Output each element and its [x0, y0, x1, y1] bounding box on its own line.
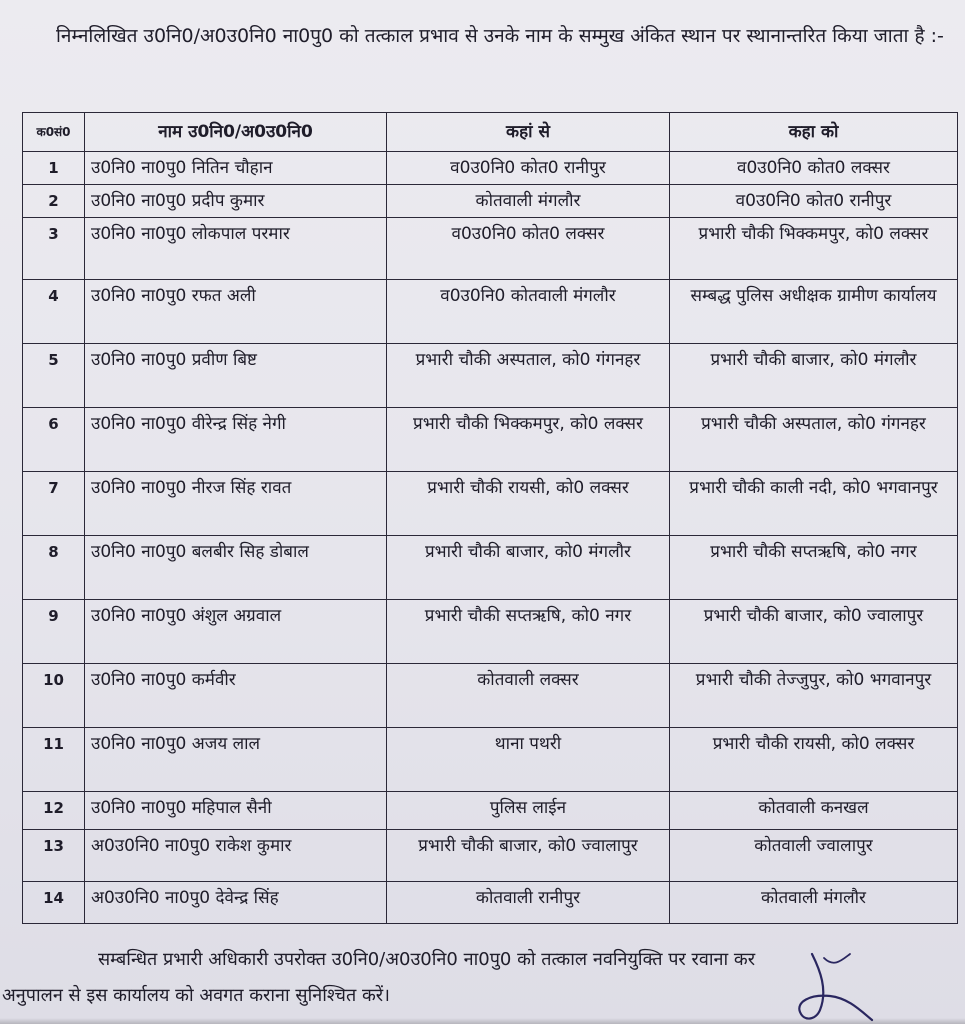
row-from: प्रभारी चौकी सप्तऋषि, को0 नगर — [387, 600, 670, 664]
row-sno: 7 — [23, 472, 85, 536]
row-name: अ0उ0नि0 ना0पु0 राकेश कुमार — [85, 830, 387, 882]
row-name: उ0नि0 ना0पु0 नीरज सिंह रावत — [85, 472, 387, 536]
intro-paragraph: निम्नलिखित उ0नि0/अ0उ0नि0 ना0पु0 को तत्काल प्रभाव से उनके नाम के सम्मुख अंकित स्थान पर स्थानान्तरित किया जाता है :- — [56, 25, 944, 47]
row-to: प्रभारी चौकी रायसी, को0 लक्सर — [670, 728, 958, 792]
table-row — [23, 830, 958, 882]
row-name: उ0नि0 ना0पु0 प्रदीप कुमार — [85, 185, 387, 218]
row-to: प्रभारी चौकी भिक्कमपुर, को0 लक्सर — [670, 218, 958, 280]
row-to: व0उ0नि0 कोत0 रानीपुर — [670, 185, 958, 218]
row-from: प्रभारी चौकी बाजार, को0 ज्वालापुर — [387, 830, 670, 882]
row-sno: 2 — [23, 185, 85, 218]
table-row — [23, 408, 958, 472]
row-from: व0उ0नि0 कोत0 रानीपुर — [387, 152, 670, 185]
row-sno: 10 — [23, 664, 85, 728]
row-to: कोतवाली मंगलौर — [670, 882, 958, 924]
row-sno: 1 — [23, 152, 85, 185]
row-to: सम्बद्ध पुलिस अधीक्षक ग्रामीण कार्यालय — [670, 280, 958, 344]
row-from: कोतवाली लक्सर — [387, 664, 670, 728]
table-row — [23, 185, 958, 218]
row-name: उ0नि0 ना0पु0 लोकपाल परमार — [85, 218, 387, 280]
row-sno: 12 — [23, 792, 85, 830]
row-from: कोतवाली मंगलौर — [387, 185, 670, 218]
row-from: कोतवाली रानीपुर — [387, 882, 670, 924]
header-name: नाम उ0नि0/अ0उ0नि0 — [85, 113, 387, 152]
row-from: व0उ0नि0 कोतवाली मंगलौर — [387, 280, 670, 344]
row-name: उ0नि0 ना0पु0 अंशुल अग्रवाल — [85, 600, 387, 664]
row-to: प्रभारी चौकी बाजार, को0 मंगलौर — [670, 344, 958, 408]
row-sno: 4 — [23, 280, 85, 344]
row-to: प्रभारी चौकी सप्तऋषि, को0 नगर — [670, 536, 958, 600]
row-from: व0उ0नि0 कोत0 लक्सर — [387, 218, 670, 280]
row-to: प्रभारी चौकी बाजार, को0 ज्वालापुर — [670, 600, 958, 664]
row-to: कोतवाली ज्वालापुर — [670, 830, 958, 882]
row-name: उ0नि0 ना0पु0 महिपाल सैनी — [85, 792, 387, 830]
row-from: प्रभारी चौकी अस्पताल, को0 गंगनहर — [387, 344, 670, 408]
page-bottom-shadow — [0, 1018, 965, 1024]
table-row — [23, 152, 958, 185]
header-sno: क0सं0 — [23, 113, 85, 152]
row-sno: 3 — [23, 218, 85, 280]
closing-line-1: सम्बन्धित प्रभारी अधिकारी उपरोक्त उ0नि0/अ0उ0नि0 ना0पु0 को तत्काल नवनियुक्ति पर रवाना कर — [98, 949, 756, 970]
row-sno: 6 — [23, 408, 85, 472]
row-name: उ0नि0 ना0पु0 बलबीर सिह डोबाल — [85, 536, 387, 600]
row-name: उ0नि0 ना0पु0 कर्मवीर — [85, 664, 387, 728]
table-row — [23, 472, 958, 536]
row-to: कोतवाली कनखल — [670, 792, 958, 830]
table-header-row — [23, 113, 958, 152]
row-name: उ0नि0 ना0पु0 प्रवीण बिष्ट — [85, 344, 387, 408]
row-name: उ0नि0 ना0पु0 नितिन चौहान — [85, 152, 387, 185]
row-from: थाना पथरी — [387, 728, 670, 792]
row-sno: 14 — [23, 882, 85, 924]
table-row — [23, 280, 958, 344]
row-name: अ0उ0नि0 ना0पु0 देवेन्द्र सिंह — [85, 882, 387, 924]
table-row — [23, 792, 958, 830]
signature-mark — [790, 950, 880, 1024]
row-sno: 8 — [23, 536, 85, 600]
header-from: कहां से — [387, 113, 670, 152]
transfer-table — [22, 112, 958, 924]
row-to: प्रभारी चौकी तेज्जुपुर, को0 भगवानपुर — [670, 664, 958, 728]
row-sno: 9 — [23, 600, 85, 664]
row-to: प्रभारी चौकी अस्पताल, को0 गंगनहर — [670, 408, 958, 472]
row-from: प्रभारी चौकी भिक्कमपुर, को0 लक्सर — [387, 408, 670, 472]
table-row — [23, 218, 958, 280]
table-row — [23, 882, 958, 924]
table-row — [23, 664, 958, 728]
row-from: पुलिस लाईन — [387, 792, 670, 830]
row-sno: 11 — [23, 728, 85, 792]
row-to: प्रभारी चौकी काली नदी, को0 भगवानपुर — [670, 472, 958, 536]
table-row — [23, 728, 958, 792]
row-name: उ0नि0 ना0पु0 रफत अली — [85, 280, 387, 344]
table-body — [23, 152, 958, 924]
row-from: प्रभारी चौकी बाजार, को0 मंगलौर — [387, 536, 670, 600]
row-name: उ0नि0 ना0पु0 अजय लाल — [85, 728, 387, 792]
row-sno: 13 — [23, 830, 85, 882]
header-to: कहा को — [670, 113, 958, 152]
row-from: प्रभारी चौकी रायसी, को0 लक्सर — [387, 472, 670, 536]
row-sno: 5 — [23, 344, 85, 408]
closing-line-2: अनुपालन से इस कार्यालय को अवगत कराना सुनिश्चित करें। — [2, 985, 390, 1006]
table-row — [23, 536, 958, 600]
table-row — [23, 600, 958, 664]
table-row — [23, 344, 958, 408]
row-name: उ0नि0 ना0पु0 वीरेन्द्र सिंह नेगी — [85, 408, 387, 472]
row-to: व0उ0नि0 कोत0 लक्सर — [670, 152, 958, 185]
